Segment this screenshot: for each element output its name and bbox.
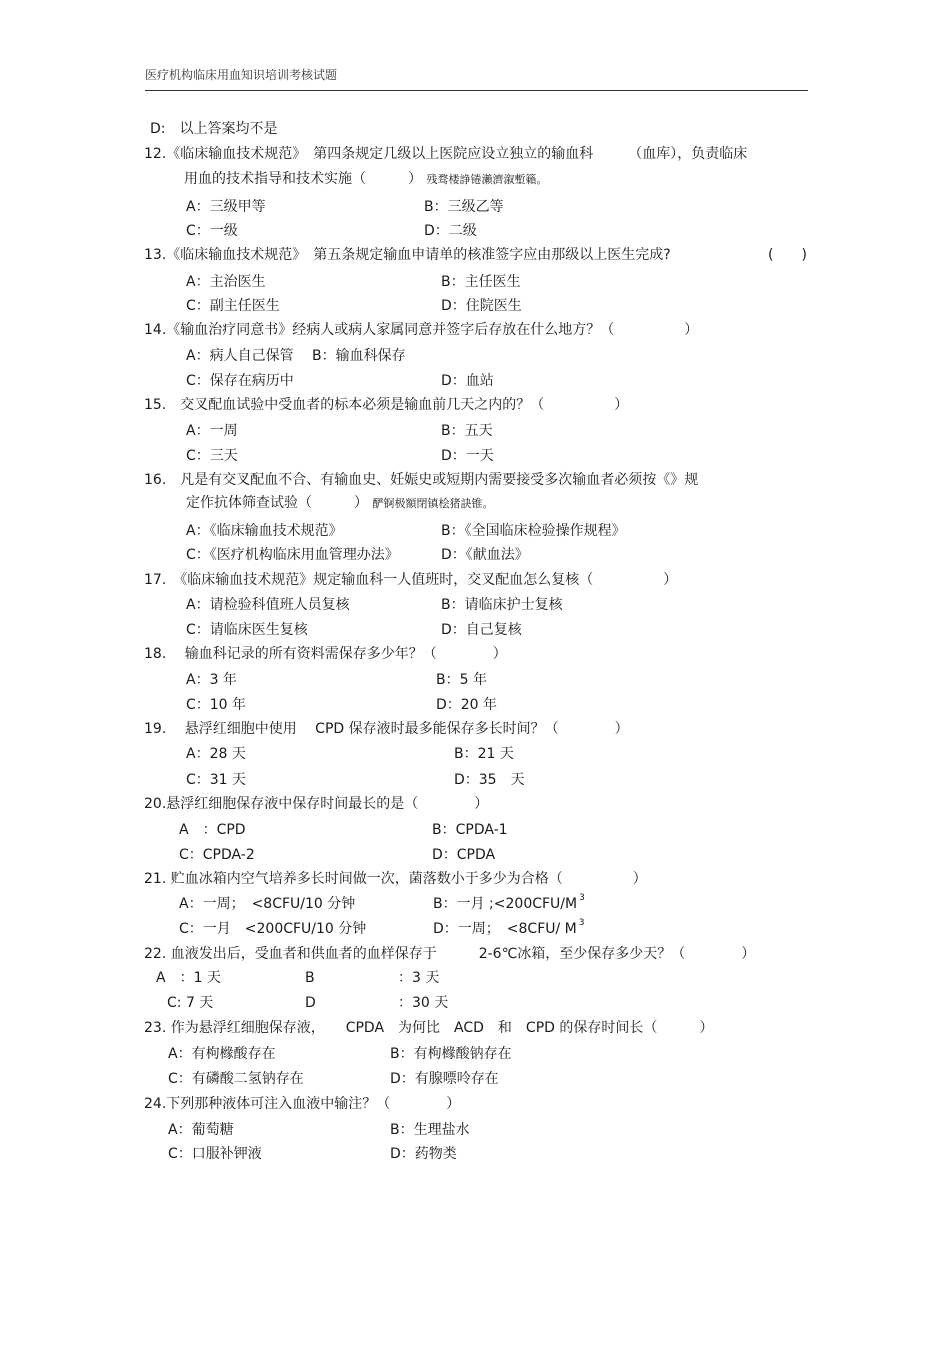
question-20-text: 20.悬浮红细胞保存液中保存时间最长的是（ ） (144, 796, 489, 812)
question-23-text: 23. 作为悬浮红细胞保存液， CPDA 为何比 ACD 和 CPD 的保存时间长（ ） (144, 1020, 714, 1036)
question-16-garbled: 酽锕极額閉镇桧猪訣锥。 (372, 497, 494, 510)
question-16-option-a: A：《临床输血技术规范》 (186, 523, 343, 539)
question-13-option-b: B：主任医生 (441, 274, 521, 290)
question-13-option-a: A：主治医生 (186, 274, 266, 290)
question-13-option-d: D：住院医生 (441, 298, 522, 314)
question-18-option-d: D：20 年 (436, 697, 498, 713)
question-22-option-b-value: ：3 天 (398, 970, 440, 986)
question-22-option-c: C: 7 天 (167, 995, 214, 1011)
question-12-text: 12.《临床输血技术规范》 第四条规定几级以上医院应设立独立的输血科 （血库），负责临床 (144, 146, 748, 162)
question-16-text-cont (186, 494, 493, 513)
prev-option-d: D: 以上答案均不是 (150, 121, 278, 137)
question-12-option-d: D：二级 (424, 223, 477, 239)
question-15-option-a: A：一周 (186, 423, 238, 439)
question-19-option-d: D：35 天 (454, 772, 525, 788)
question-22-option-b-letter: B (305, 970, 315, 986)
question-12-option-b: B：三级乙等 (424, 199, 504, 215)
question-24-option-c: C：口服补钾液 (168, 1146, 262, 1162)
question-18-text: 18. 输血科记录的所有资料需保存多少年？（ ） (144, 646, 507, 662)
question-12-option-a: A：三级甲等 (186, 199, 266, 215)
question-17-option-a: A：请检验科值班人员复核 (186, 597, 350, 613)
question-21-text: 21. 贮血冰箱内空气培养多长时间做一次，菌落数小于多少为合格（ ） (144, 871, 647, 887)
question-23-option-a: A：有枸橼酸存在 (168, 1046, 276, 1062)
question-21-option-d-wrap (433, 920, 584, 940)
question-17-text: 17. 《临床输血技术规范》规定输血科一人值班时，交叉配血怎么复核（ ） (144, 572, 678, 588)
question-21-option-b-sup: 3 (579, 893, 585, 903)
question-12-text-cont (184, 170, 547, 189)
question-23-option-b: B：有枸橼酸钠存在 (390, 1046, 512, 1062)
question-14-option-ab: A：病人自己保管 B：输血科保存 (186, 348, 406, 364)
question-24-text: 24.下列那种液体可注入血液中输注？（ ） (144, 1096, 461, 1112)
question-18-option-a: A：3 年 (186, 672, 237, 688)
question-16-text: 16. 凡是有交叉配血不合、有输血史、妊娠史或短期内需要接受多次输血者必须按《》规 (144, 472, 699, 488)
question-21-option-d-sup: 3 (578, 918, 585, 928)
question-23-option-c: C：有磷酸二氢钠存在 (168, 1071, 304, 1087)
question-16-option-d: D：《献血法》 (441, 547, 529, 563)
question-16-option-c: C：《医疗机构临床用血管理办法》 (186, 547, 399, 563)
page-header-title: 医疗机构临床用血知识培训考核试题 (145, 68, 338, 82)
question-24-option-a: A：葡萄糖 (168, 1122, 234, 1138)
question-21-option-d: D：一周； <8CFU/ M (433, 921, 577, 937)
question-22-option-d-letter: D (305, 995, 316, 1011)
question-16-option-b: B：《全国临床检验操作规程》 (441, 523, 626, 539)
question-12-garbled: 残骛楼諍锩瀨濟溆塹籟。 (426, 173, 548, 186)
question-20-option-b: B：CPDA-1 (432, 822, 508, 838)
question-12-line2: 用血的技术指导和技术实施（ ） (184, 171, 422, 187)
question-17-option-d: D：自己复核 (441, 622, 522, 638)
question-14-text: 14.《输血治疗同意书》经病人或病人家属同意并签字后存放在什么地方？（ ） (144, 322, 699, 338)
question-19-option-a: A：28 天 (186, 746, 246, 762)
question-20-option-d: D：CPDA (432, 847, 496, 863)
question-19-text: 19. 悬浮红细胞中使用 CPD 保存液时最多能保存多长时间？（ ） (144, 721, 629, 737)
question-21-option-b-wrap (433, 895, 585, 915)
question-20-option-a: A ：CPD (179, 822, 246, 838)
question-15-option-d: D：一天 (441, 448, 494, 464)
question-24-option-d: D：药物类 (390, 1146, 457, 1162)
question-22-option-d-value: ：30 天 (398, 995, 449, 1011)
question-21-option-c: C：一月 <200CFU/10 分钟 (179, 921, 367, 937)
question-14-option-d: D：血站 (441, 373, 494, 389)
question-23-option-d: D：有腺嘌呤存在 (390, 1071, 499, 1087)
question-13-option-c: C：副主任医生 (186, 298, 280, 314)
question-24-option-b: B：生理盐水 (390, 1122, 470, 1138)
question-14-option-c: C：保存在病历中 (186, 373, 294, 389)
question-18-option-b: B：5 年 (436, 672, 487, 688)
question-13-paren: ( ) (768, 247, 807, 263)
question-22-option-a: A ：1 天 (156, 970, 221, 986)
question-15-option-b: B：五天 (441, 423, 493, 439)
question-17-option-c: C：请临床医生复核 (186, 622, 308, 638)
question-13-text: 13.《临床输血技术规范》 第五条规定输血申请单的核准签字应由那级以上医生完成? (144, 247, 671, 263)
question-15-option-c: C：三天 (186, 448, 238, 464)
question-18-option-c: C：10 年 (186, 697, 247, 713)
question-21-option-a: A：一周； <8CFU/10 分钟 (179, 896, 356, 912)
question-16-line2: 定作抗体筛查试验（ ） (186, 495, 368, 511)
question-19-option-c: C：31 天 (186, 772, 247, 788)
question-12-option-c: C：一级 (186, 223, 238, 239)
question-21-option-b: B：一月 ;<200CFU/M (433, 896, 578, 912)
question-15-text: 15. 交叉配血试验中受血者的标本必须是输血前几天之内的？（ ） (144, 397, 629, 413)
question-20-option-c: C：CPDA-2 (179, 847, 255, 863)
question-19-option-b: B：21 天 (454, 746, 514, 762)
question-17-option-b: B：请临床护士复核 (441, 597, 563, 613)
question-22-text: 22. 血液发出后，受血者和供血者的血样保存于 2-6℃冰箱，至少保存多少天？（ ） (144, 946, 756, 962)
